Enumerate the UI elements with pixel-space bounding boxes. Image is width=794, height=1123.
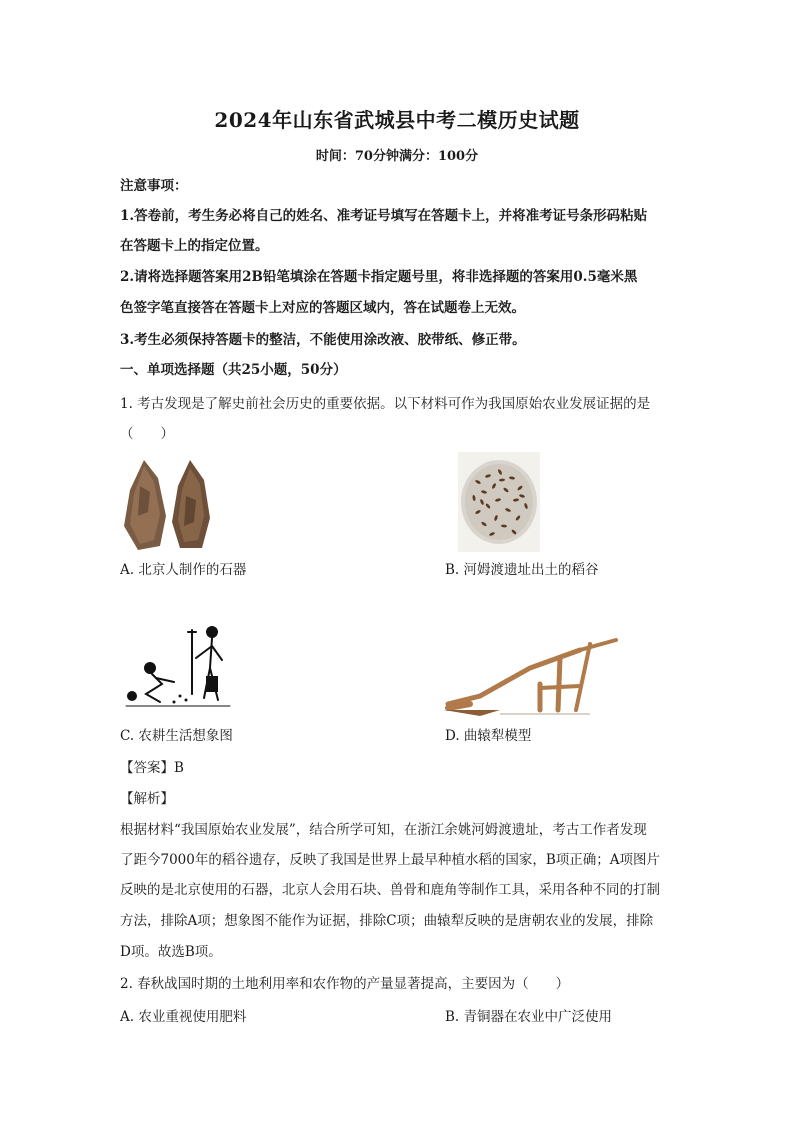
notice-item-1-line-1: 1.答卷前，考生务必将自己的姓名、准考证号填写在答题卡上，并将准考证号条形码粘贴 — [120, 208, 648, 224]
question-2-option-a: A. 农业重视使用肥料 — [120, 1009, 247, 1025]
question-1-stem-line-2: （ ） — [120, 426, 174, 442]
exam-time-score: 时间：70分钟满分：100分 — [315, 149, 479, 164]
question-1-analysis-heading: 【解析】 — [120, 791, 174, 807]
stone-tools-image — [120, 456, 212, 552]
section-heading: 一、单项选择题（共25小题，50分） — [120, 362, 347, 378]
notice-item-1-line-2: 在答题卡上的指定位置。 — [120, 238, 269, 254]
question-1-option-a: A. 北京人制作的石器 — [120, 562, 247, 578]
question-2-option-b: B. 青铜器在农业中广泛使用 — [445, 1009, 613, 1025]
page-title: 2024年山东省武城县中考二模历史试题 — [214, 108, 580, 132]
question-1-option-d: D. 曲辕犁模型 — [445, 728, 532, 744]
question-1-analysis-line-2: 了距今7000年的稻谷遗存，反映了我国是世界上最早种植水稻的国家，B项正确；A项图片 — [120, 852, 661, 868]
question-1-analysis-line-5: D项。故选B项。 — [120, 944, 222, 960]
question-1-option-b: B. 河姆渡遗址出土的稻谷 — [445, 562, 599, 578]
question-1-option-c: C. 农耕生活想象图 — [120, 728, 233, 744]
plough-model-image — [440, 630, 624, 716]
notice-item-3: 3.考生必须保持答题卡的整洁，不能使用涂改液、胶带纸、修正带。 — [120, 332, 526, 348]
question-1-stem-line-1: 1. 考古发现是了解史前社会历史的重要依据。以下材料可作为我国原始农业发展证据的是 — [120, 396, 651, 412]
question-1-analysis-line-3: 反映的是北京使用的石器，北京人会用石块、兽骨和鹿角等制作工具，采用各种不同的打制 — [120, 882, 660, 898]
farming-illustration-image — [120, 620, 236, 716]
notice-item-2-line-2: 色签字笔直接答在答题卡上对应的答题区域内，答在试题卷上无效。 — [120, 300, 525, 316]
notice-item-2-line-1: 2.请将选择题答案用2B铅笔填涂在答题卡指定题号里，将非选择题的答案用0.5毫米黑 — [120, 269, 638, 285]
question-1-analysis-line-1: 根据材料“我国原始农业发展”，结合所学可知，在浙江余姚河姆渡遗址，考古工作者发现 — [120, 822, 647, 838]
question-2-stem: 2. 春秋战国时期的土地利用率和农作物的产量显著提高，主要因为（ ） — [120, 976, 570, 992]
question-1-answer: 【答案】B — [120, 760, 184, 776]
rice-grains-image — [458, 452, 540, 552]
question-1-analysis-line-4: 方法，排除A项；想象图不能作为证据，排除C项；曲辕犁反映的是唐朝农业的发展，排除 — [120, 913, 654, 929]
notice-heading: 注意事项： — [120, 178, 188, 194]
